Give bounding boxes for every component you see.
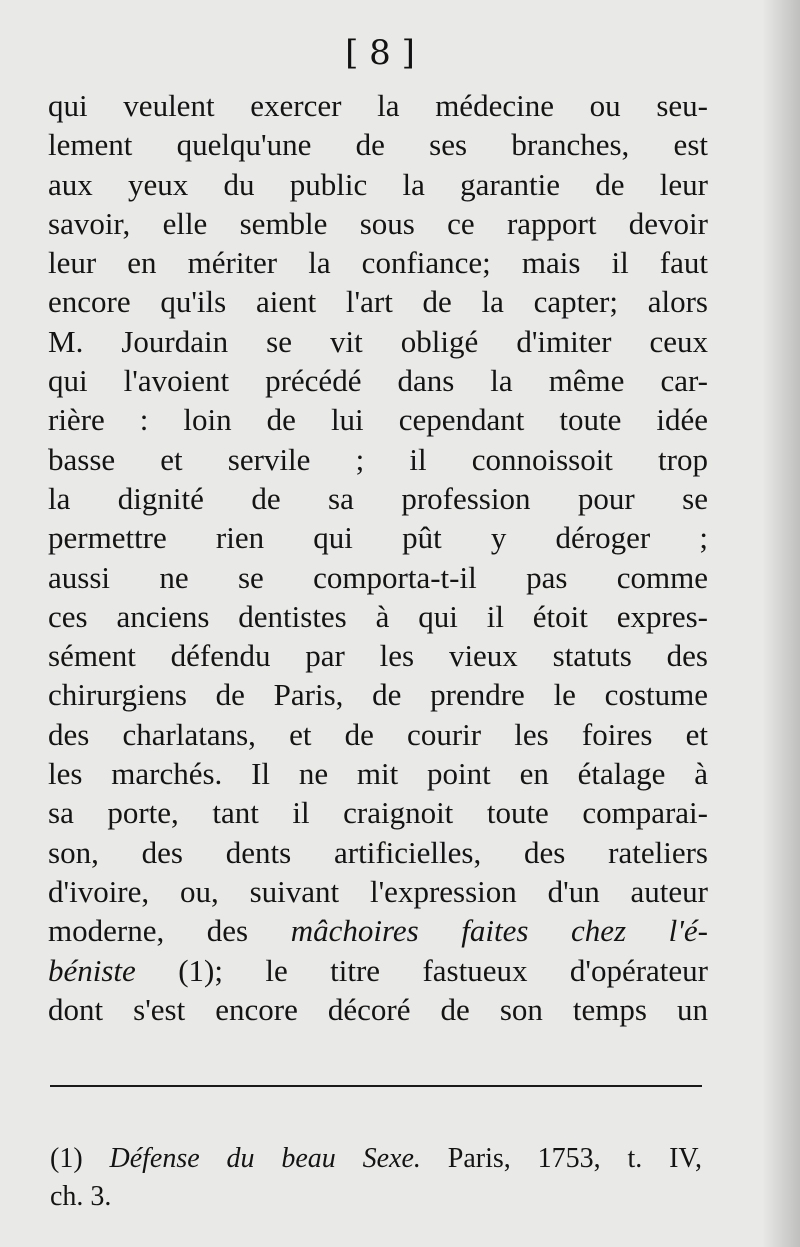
text-segment: encore qu'ils aient l'art de la capter; alors — [48, 284, 708, 320]
text-segment: M. Jourdain se vit obligé d'imiter ceux — [48, 323, 708, 359]
text-line — [48, 833, 708, 872]
italic-text: mâchoires faites chez l'é- — [290, 913, 708, 949]
text-segment: moderne, des — [48, 913, 291, 949]
text-segment: permettre rien qui pût y déroger ; — [48, 520, 708, 556]
text-segment: leur en mériter la confiance; mais il faut — [48, 245, 708, 281]
text-line — [48, 518, 708, 557]
text-line — [48, 125, 708, 164]
text-segment: dont s'est encore décoré de son temps un — [48, 991, 708, 1027]
footnote-marker: (1) — [50, 1143, 83, 1174]
text-line — [48, 675, 708, 714]
body-text — [48, 86, 708, 1029]
text-line — [48, 754, 708, 793]
text-segment: sément défendu par les vieux statuts des — [48, 638, 708, 674]
text-segment: chirurgiens de Paris, de prendre le costume — [48, 677, 708, 713]
footnote-line-2: ch. 3. — [50, 1181, 112, 1212]
text-line — [48, 715, 708, 754]
text-segment: qui l'avoient précédé dans la même car- — [48, 363, 708, 399]
text-line — [48, 204, 708, 243]
text-line — [48, 990, 708, 1029]
footnote-title: Défense du beau Sexe. — [109, 1143, 421, 1174]
text-segment: qui veulent exercer la médecine ou seu- — [48, 88, 708, 123]
text-line — [48, 86, 708, 125]
text-line — [48, 479, 708, 518]
text-segment: aux yeux du public la garantie de leur — [48, 166, 708, 202]
text-line — [48, 793, 708, 832]
text-line — [48, 558, 708, 597]
text-line — [48, 636, 708, 675]
text-segment: basse et servile ; il connoissoit trop — [48, 441, 708, 477]
footnote-line-1 — [50, 1140, 702, 1178]
text-line — [48, 282, 708, 321]
italic-text: béniste — [48, 952, 136, 988]
text-line — [48, 951, 708, 990]
text-segment: des charlatans, et de courir les foires et — [48, 716, 708, 752]
text-segment: savoir, elle semble sous ce rapport devoir — [48, 205, 708, 241]
text-line — [48, 872, 708, 911]
text-segment: rière : loin de lui cependant toute idée — [48, 402, 708, 438]
footnote — [50, 1140, 702, 1216]
text-line — [48, 911, 708, 950]
page-number: [ 8 ] — [345, 33, 415, 73]
text-segment: sa porte, tant il craignoit toute comparai- — [48, 795, 708, 831]
text-segment: (1); le titre fastueux d'opérateur — [135, 952, 708, 988]
footnote-reference: Paris, 1753, t. IV, — [447, 1143, 703, 1174]
text-segment: lement quelqu'une de ses branches, est — [48, 127, 708, 163]
text-line — [48, 400, 708, 439]
text-segment: la dignité de sa profession pour se — [48, 480, 708, 516]
footnote-separator — [50, 1085, 702, 1087]
text-line — [48, 165, 708, 204]
text-segment: aussi ne se comporta-t-il pas comme — [48, 559, 708, 595]
text-line — [48, 361, 708, 400]
text-line — [48, 440, 708, 479]
text-segment: ces anciens dentistes à qui il étoit expres- — [48, 598, 708, 634]
text-line — [48, 322, 708, 361]
text-segment: les marchés. Il ne mit point en étalage à — [48, 756, 708, 792]
text-line — [48, 597, 708, 636]
text-line — [48, 243, 708, 282]
text-segment: d'ivoire, ou, suivant l'expression d'un auteur — [48, 873, 708, 909]
text-segment: son, des dents artificielles, des rateliers — [48, 834, 708, 870]
